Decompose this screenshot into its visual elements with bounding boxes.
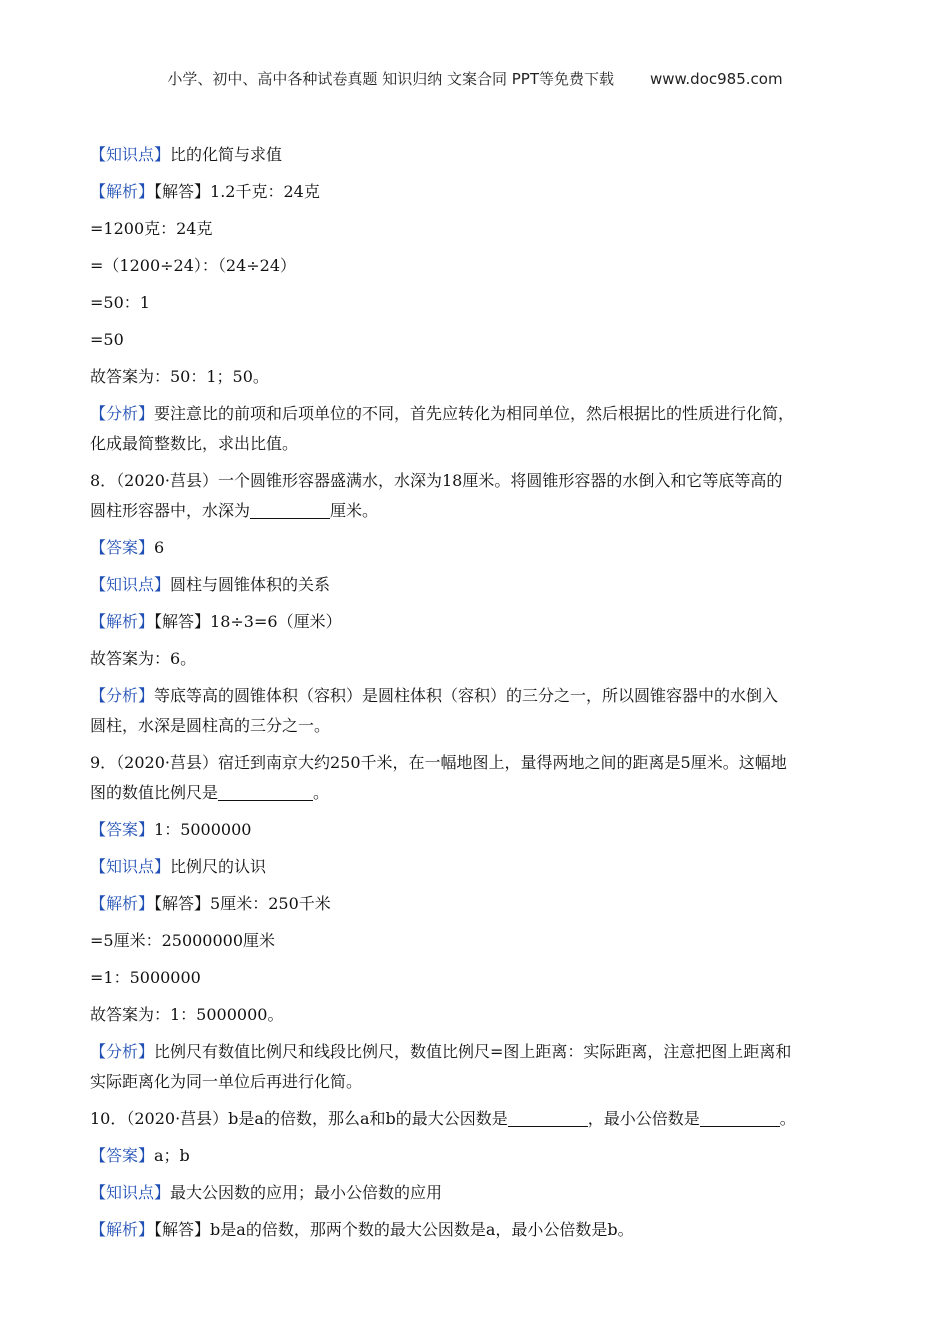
solution-tag: 【解答】	[154, 612, 211, 631]
answer-tag: 【答案】	[90, 538, 155, 557]
q9-answer: 【答案】1：5000000	[90, 820, 252, 839]
q7-final-answer: 故答案为：50：1；50。	[90, 367, 269, 386]
q9-analysis: 【解析】【解答】5厘米：250千米	[90, 894, 331, 913]
q7-step: =50	[90, 330, 124, 349]
answer-blank[interactable]	[218, 782, 313, 801]
comment-tag: 【分析】	[90, 1042, 155, 1061]
q9-question: 9．（2020·莒县）宿迁到南京大约250千米，在一幅地图上，量得两地之间的距离是5厘米。这幅地	[90, 753, 787, 772]
q8-comment: 【分析】等底等高的圆锥体积（容积）是圆柱体积（容积）的三分之一，所以圆锥容器中的水倒入	[90, 686, 779, 705]
q7-analysis: 【解析】【解答】1.2千克：24克	[90, 182, 320, 201]
analysis-tag: 【解析】	[90, 182, 155, 201]
analysis-tag: 【解析】	[90, 612, 155, 631]
answer-blank[interactable]	[250, 500, 330, 519]
header-url[interactable]: www.doc985.com	[649, 70, 783, 88]
comment-tag: 【分析】	[90, 404, 155, 423]
q10-question: 10．（2020·莒县）b是a的倍数，那么a和b的最大公因数是 ，最小公倍数是 。	[90, 1109, 796, 1128]
answer-tag: 【答案】	[90, 820, 155, 839]
solution-tag: 【解答】	[154, 1220, 211, 1239]
answer-blank[interactable]	[508, 1108, 588, 1127]
q10-answer: 【答案】a；b	[90, 1146, 190, 1165]
solution-tag: 【解答】	[154, 182, 211, 201]
q10-knowledge: 【知识点】最大公因数的应用；最小公倍数的应用	[90, 1183, 443, 1202]
q9-comment-cont: 实际距离化为同一单位后再进行化简。	[90, 1072, 363, 1091]
q9-step: =1：5000000	[90, 968, 201, 987]
q9-final-answer: 故答案为：1：5000000。	[90, 1005, 284, 1024]
document-body	[90, 140, 860, 1252]
q9-comment: 【分析】比例尺有数值比例尺和线段比例尺，数值比例尺=图上距离：实际距离，注意把图上距离和	[90, 1042, 792, 1061]
solution-tag: 【解答】	[154, 894, 211, 913]
knowledge-tag: 【知识点】	[90, 575, 171, 594]
knowledge-tag: 【知识点】	[90, 145, 171, 164]
q9-step: =5厘米：25000000厘米	[90, 931, 276, 950]
q8-comment-cont: 圆柱，水深是圆柱高的三分之一。	[90, 716, 331, 735]
q8-question: 8．（2020·莒县）一个圆锥形容器盛满水，水深为18厘米。将圆锥形容器的水倒入和它等底等高的	[90, 471, 783, 490]
q8-final-answer: 故答案为：6。	[90, 649, 197, 668]
q7-knowledge: 【知识点】比的化简与求值	[90, 145, 283, 164]
knowledge-tag: 【知识点】	[90, 857, 171, 876]
analysis-tag: 【解析】	[90, 894, 155, 913]
comment-tag: 【分析】	[90, 686, 155, 705]
q8-analysis: 【解析】【解答】18÷3=6（厘米）	[90, 612, 342, 631]
answer-tag: 【答案】	[90, 1146, 155, 1165]
q8-answer: 【答案】6	[90, 538, 165, 557]
q10-analysis: 【解析】【解答】b是a的倍数，那两个数的最大公因数是a，最小公倍数是b。	[90, 1220, 634, 1239]
q7-comment-cont: 化成最简整数比，求出比值。	[90, 434, 299, 453]
page-header	[0, 68, 950, 89]
q7-step: =1200克：24克	[90, 219, 213, 238]
knowledge-tag: 【知识点】	[90, 1183, 171, 1202]
header-text: 小学、初中、高中各种试卷真题 知识归纳 文案合同 PPT等免费下载	[167, 70, 614, 88]
q7-step: =50：1	[90, 293, 150, 312]
q7-step: =（1200÷24）：（24÷24）	[90, 256, 297, 275]
q7-comment: 【分析】要注意比的前项和后项单位的不同，首先应转化为相同单位，然后根据比的性质进行化简，	[90, 404, 795, 423]
analysis-tag: 【解析】	[90, 1220, 155, 1239]
q8-knowledge: 【知识点】圆柱与圆锥体积的关系	[90, 575, 331, 594]
answer-blank[interactable]	[700, 1108, 780, 1127]
q8-question-cont: 圆柱形容器中，水深为 厘米。	[90, 501, 379, 520]
q9-question-cont: 图的数值比例尺是 。	[90, 783, 330, 802]
q9-knowledge: 【知识点】比例尺的认识	[90, 857, 267, 876]
